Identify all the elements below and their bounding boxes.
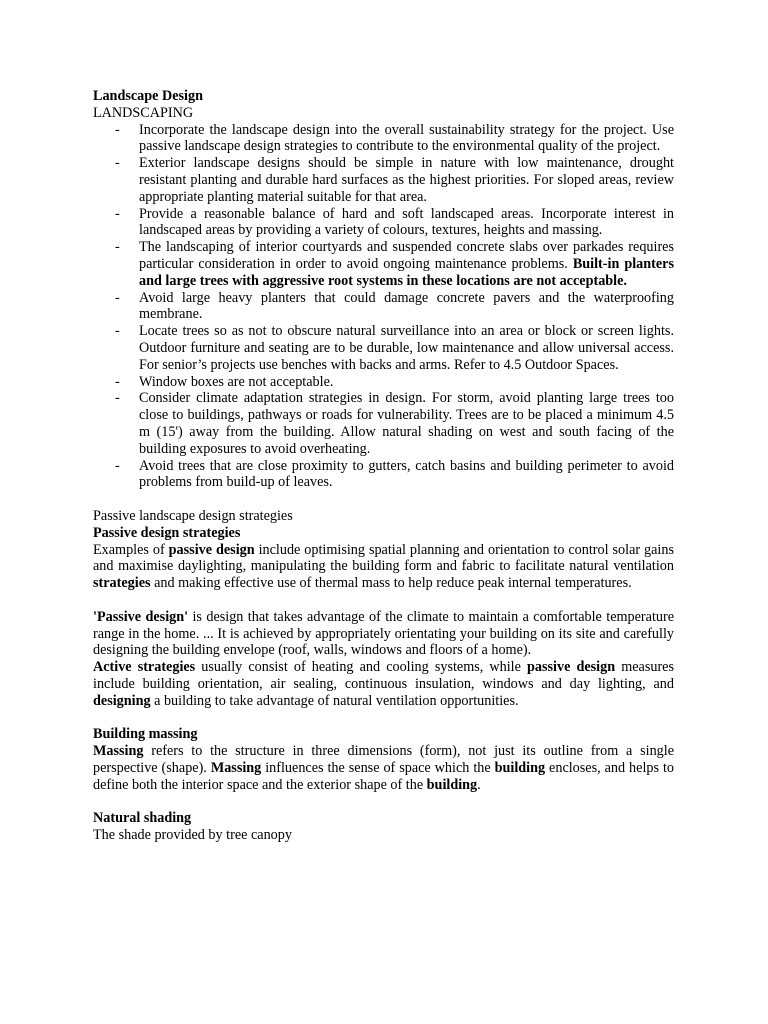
bold-run: building [494, 759, 546, 776]
text-run: Avoid trees that are close proximity to gutters, catch basins and building perimeter to avoid problems from build-up of leaves. [139, 457, 674, 491]
bullet-text [139, 239, 674, 289]
spacer [93, 709, 674, 726]
bullet-dash: - [115, 121, 120, 138]
paragraph-passive-examples [93, 542, 674, 592]
bullet-dash: - [115, 323, 120, 340]
section-title-passive-landscape: Passive landscape design strategies [93, 507, 293, 524]
bold-run: Built-in planters and large trees with aggressive root systems in these locations are not acceptable. [139, 255, 674, 289]
bullet-text [139, 290, 674, 323]
bullet-dash: - [115, 289, 120, 306]
text-run: Locate trees so as not to obscure natural surveillance into an area or block or screen lights. Outdoor furniture and seating are to be durable, low maintenance and allow universal access. For senior’s projects use benches with backs and arms. Refer to 4.5 Outdoor Spaces. [139, 323, 674, 373]
bullet-text [139, 155, 674, 205]
paragraph-passive-definition [93, 609, 674, 659]
text-run: Avoid large heavy planters that could damage concrete pavers and the waterproofing membrane. [139, 289, 674, 323]
paragraph-massing [93, 743, 674, 793]
text-run: refers to the structure in three dimensions (form), not just its outline from a single perspective (shape). [93, 743, 674, 776]
bullet-dash: - [115, 373, 120, 390]
text-run: a building to take advantage of natural ventilation opportunities. [150, 692, 519, 709]
text-run: The landscaping of interior courtyards and suspended concrete slabs over parkades requires particular consideration in order to avoid ongoing maintenance problems. [139, 239, 674, 272]
bullet-dash: - [115, 205, 120, 222]
bold-run: Massing [210, 759, 262, 776]
text-run: Window boxes are not acceptable. [139, 373, 334, 390]
list-item [93, 458, 674, 492]
bold-run: building [426, 776, 478, 793]
bullet-dash: - [115, 155, 120, 172]
text-run: Consider climate adaptation strategies in design. For storm, avoid planting large trees too close to buildings, pathways or roads for vulnerability. Trees are to be placed a minimum 4.5 m (15') away from the building. Allow natural shading on west and south facing of the building exposures to avoid overheating. [139, 390, 674, 457]
list-item [93, 155, 674, 205]
bold-run: strategies [93, 575, 151, 592]
text-run: . [477, 776, 481, 793]
text-run: influences the sense of space which the [261, 759, 495, 776]
section-subtitle-landscaping: LANDSCAPING [93, 104, 194, 121]
text-run: Exterior landscape designs should be simple in nature with low maintenance, drought resistant planting and durable hard surfaces as the highest priorities. For sloped areas, review appropriate planting material suitable for that area. [139, 155, 674, 205]
text-run: Provide a reasonable balance of hard and soft landscaped areas. Incorporate interest in landscaped areas by providing a variety of colours, textures, heights and massing. [139, 205, 674, 239]
section-title-building-massing: Building massing [93, 726, 198, 743]
list-item [93, 374, 674, 391]
text-run: and making effective use of thermal mass to help reduce peak internal temperatures. [150, 575, 632, 592]
bullet-text [139, 206, 674, 239]
list-item [93, 122, 674, 156]
text-run: is design that takes advantage of the climate to maintain a comfortable temperature range in the home. ... It is achieved by appropriately orientating your building on its site and carefully designing the building envelope (roof, walls, windows and floors of a home). [93, 608, 674, 659]
bold-run: designing [93, 692, 151, 709]
bold-run: 'Passive design' [93, 608, 189, 625]
landscaping-bullet-list [93, 122, 674, 492]
document-page [93, 88, 674, 844]
bold-run: passive design [168, 541, 255, 558]
bold-run: Massing [93, 743, 144, 760]
spacer [93, 592, 674, 609]
bold-run: Active strategies [93, 659, 196, 676]
bullet-dash: - [115, 457, 120, 474]
bullet-text [139, 374, 333, 390]
bullet-text [139, 122, 674, 155]
list-item [93, 239, 674, 289]
bullet-text [139, 390, 674, 456]
list-item [93, 206, 674, 240]
text-run: measures include building orientation, air sealing, continuous insulation, windows and day lighting, and [93, 659, 674, 692]
paragraph-natural-shading: The shade provided by tree canopy [93, 827, 292, 844]
text-run: encloses, and helps to define both the interior space and the exterior shape of the [93, 759, 674, 793]
bullet-dash: - [115, 239, 120, 256]
text-run: Examples of [93, 541, 169, 558]
bold-run: passive design [527, 659, 616, 676]
bullet-text [139, 323, 674, 373]
spacer [93, 491, 674, 508]
section-title-landscape-design: Landscape Design [93, 88, 203, 104]
section-subtitle-passive-design: Passive design strategies [93, 524, 241, 541]
list-item [93, 323, 674, 373]
bullet-text [139, 458, 674, 491]
text-run: include optimising spatial planning and orientation to control solar gains and maximise daylighting, manipulating the building form and fabric to facilitate natural ventilation [93, 541, 674, 575]
paragraph-active-strategies [93, 659, 674, 709]
list-item [93, 390, 674, 457]
text-run: Incorporate the landscape design into the overall sustainability strategy for the project. Use passive landscape design strategies to contribute to the environmental quality of the project. [139, 121, 674, 155]
list-item [93, 290, 674, 324]
bullet-dash: - [115, 390, 120, 407]
spacer [93, 793, 674, 810]
section-title-natural-shading: Natural shading [93, 810, 192, 827]
text-run: usually consist of heating and cooling systems, while [195, 659, 528, 676]
